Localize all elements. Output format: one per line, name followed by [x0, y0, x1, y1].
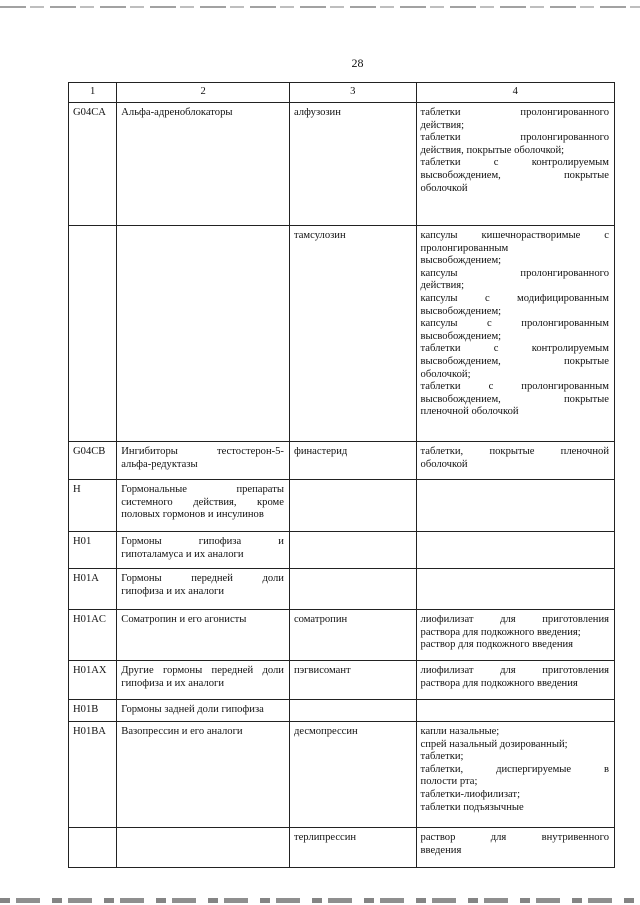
dosage-forms [416, 661, 614, 700]
group-name [117, 532, 290, 569]
group-name [117, 226, 290, 442]
dosage-forms [416, 480, 614, 532]
form-line: раствора для подкожного введения; [420, 626, 581, 638]
form-line: таблетки, диспергируемые в [420, 763, 609, 775]
table-row [69, 103, 615, 226]
form-line: высвобождением; [420, 305, 502, 317]
group-name: Соматропин и его агонисты [117, 610, 290, 661]
substance-name: терлипрессин [289, 828, 416, 868]
table-row [69, 569, 615, 610]
form-line: высвобождением, покрытые [420, 355, 609, 367]
atc-code: H01A [69, 569, 117, 610]
table-row [69, 532, 615, 569]
group-line: Ингибиторы тестостерон-5- [121, 446, 284, 457]
form-line: капсулы с модифицированным [420, 292, 609, 304]
form-line: раствор для подкожного введения [420, 639, 574, 651]
substance-name [289, 569, 416, 610]
atc-code: H [69, 480, 117, 532]
atc-code [69, 828, 117, 868]
form-line: введения [420, 844, 462, 856]
dosage-forms [416, 722, 614, 828]
group-line: Гормональные препараты [121, 484, 284, 495]
table-row [69, 442, 615, 480]
table-row [69, 722, 615, 828]
substance-name: тамсулозин [289, 226, 416, 442]
group-name: Вазопрессин и его аналоги [117, 722, 290, 828]
substance-name: десмопрессин [289, 722, 416, 828]
form-line: таблетки с пролонгированным [420, 381, 609, 393]
form-line: высвобождением, покрытые [420, 393, 609, 405]
atc-code: G04CA [69, 103, 117, 226]
group-line: гипофиза и их аналоги [121, 677, 225, 689]
group-line: системного действия, кроме [121, 496, 284, 508]
atc-code: H01AC [69, 610, 117, 661]
column-header: 2 [117, 83, 290, 103]
substance-name: финастерид [289, 442, 416, 480]
substance-name [289, 480, 416, 532]
group-line: Другие гормоны передней доли [121, 665, 284, 676]
form-line: действия; [420, 280, 465, 292]
form-line: раствора для подкожного введения [420, 677, 578, 689]
substance-name: алфузозин [289, 103, 416, 226]
dosage-forms [416, 700, 614, 722]
group-name [117, 569, 290, 610]
column-header: 3 [289, 83, 416, 103]
form-line: высвобождением, покрытые [420, 169, 609, 181]
form-line: полости рта; [420, 776, 478, 788]
substance-name: соматропин [289, 610, 416, 661]
dosage-forms [416, 828, 614, 868]
group-line: Гормоны передней доли [121, 573, 284, 584]
substance-name: пэгвисомант [289, 661, 416, 700]
dosage-forms [416, 532, 614, 569]
dosage-forms [416, 569, 614, 610]
group-name [117, 442, 290, 480]
form-line: действия; [420, 119, 465, 131]
form-line: лиофилизат для приготовления [420, 614, 609, 625]
form-line: капсулы с пролонгированным [420, 318, 609, 330]
form-line: оболочкой [420, 182, 468, 194]
form-line: таблетки с контролируемым [420, 343, 609, 355]
form-line: пролонгированным [420, 242, 509, 254]
atc-code: H01 [69, 532, 117, 569]
scan-artifact-bottom [0, 898, 640, 903]
form-line: таблетки с контролируемым [420, 157, 609, 169]
scan-artifact-top [0, 6, 640, 8]
dosage-forms [416, 226, 614, 442]
group-name: Альфа-адреноблокаторы [117, 103, 290, 226]
group-name: Гормоны задней доли гипофиза [117, 700, 290, 722]
group-line: альфа-редуктазы [121, 458, 198, 470]
drug-table [68, 82, 615, 868]
group-name [117, 828, 290, 868]
table-row [69, 226, 615, 442]
column-header: 4 [416, 83, 614, 103]
form-line: капсулы кишечнорастворимые с [420, 230, 609, 241]
table-header-row [69, 83, 615, 103]
atc-code [69, 226, 117, 442]
column-header: 1 [69, 83, 117, 103]
table-row [69, 700, 615, 722]
form-line: таблетки пролонгированного [420, 132, 609, 144]
dosage-forms [416, 610, 614, 661]
form-line: оболочкой [420, 458, 468, 470]
form-line: таблетки; [420, 751, 464, 763]
atc-code: H01BA [69, 722, 117, 828]
table-row [69, 480, 615, 532]
form-line: таблетки пролонгированного [420, 107, 609, 118]
atc-code: H01B [69, 700, 117, 722]
form-line: оболочкой; [420, 368, 471, 380]
form-line: высвобождением; [420, 330, 502, 342]
group-line: гипоталамуса и их аналоги [121, 548, 244, 560]
form-line: таблетки-лиофилизат; [420, 788, 521, 800]
form-line: таблетки подъязычные [420, 801, 524, 813]
page-number: 28 [351, 56, 364, 70]
form-line: лиофилизат для приготовления [420, 665, 609, 676]
group-name [117, 661, 290, 700]
substance-name [289, 700, 416, 722]
atc-code: H01AX [69, 661, 117, 700]
table-row [69, 828, 615, 868]
form-line: пленочной оболочкой [420, 406, 519, 418]
form-line: высвобождением; [420, 255, 502, 267]
form-line: капли назальные; [420, 726, 500, 737]
form-line: капсулы пролонгированного [420, 267, 609, 279]
dosage-forms [416, 442, 614, 480]
form-line: раствор для внутривенного [420, 832, 609, 843]
form-line: таблетки, покрытые пленочной [420, 446, 609, 457]
group-name [117, 480, 290, 532]
atc-code: G04CB [69, 442, 117, 480]
group-line: Гормоны гипофиза и [121, 536, 284, 547]
group-line: половых гормонов и инсулинов [121, 509, 264, 521]
group-line: гипофиза и их аналоги [121, 585, 225, 597]
substance-name [289, 532, 416, 569]
form-line: спрей назальный дозированный; [420, 738, 568, 750]
table-row [69, 610, 615, 661]
dosage-forms [416, 103, 614, 226]
table-row [69, 661, 615, 700]
form-line: действия, покрытые оболочкой; [420, 144, 565, 156]
